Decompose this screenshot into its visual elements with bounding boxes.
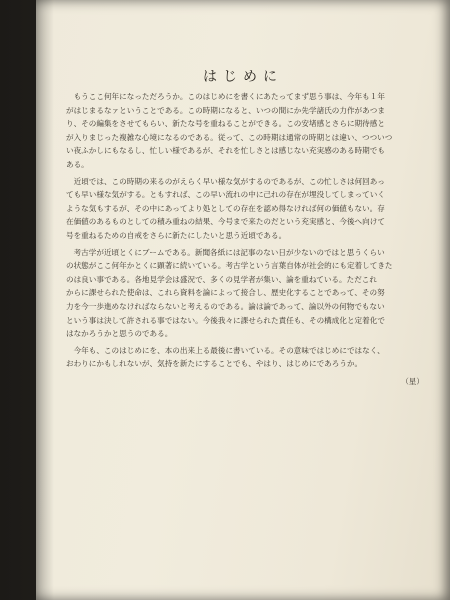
text-line: もうここ何年になっただろうか。このはじめにを書くにあたってまず思う事は、今年も１年 — [73, 92, 385, 101]
text-line: 考古学が近頃とくにブームである。新聞各紙には記事のない日が少ないのではと思うくらい — [73, 247, 385, 257]
text-line: 在価値のあるものとしての積み重ねの結果、今号まで来たのだという充実感と、今後へ向けて — [66, 217, 385, 227]
text-line: おわりにかもしれないが、気持を新たにすることでも、やはり、はじめにであろうか。 — [66, 359, 363, 369]
text-line: のは良い事である。各地見学会は盛況で、多くの見学者が集い、論を重ねている。ただこれ — [66, 274, 377, 284]
text-line: 号を重ねるための自戒をさらに新たにしたいと思う近頃である。 — [66, 230, 287, 240]
text-line: ような気もするが、その中にあってより処としての存在を認め得なければ何の価値もない。存 — [66, 203, 385, 213]
text-line: からに課せられた使命は、これら資料を論によって接合し、歴史化することであって、その努 — [66, 288, 385, 298]
body-text — [66, 90, 438, 388]
text-line: ても早い様な気がする。ともすれば、この早い流れの中に己れの存在が埋没してしまっていく — [66, 190, 385, 200]
paragraph-4 — [66, 344, 438, 371]
text-line: の状態がここ何年かとくに顕著に続いている。考古学という言葉自体が社会的にも定着してきた — [66, 261, 393, 271]
text-line: という事は決して許される事ではない。今後我々に課せられた責任も、その構成化と定着化で — [66, 315, 385, 325]
text-line: はなかろうかと思うのである。 — [66, 329, 173, 339]
paragraph-2 — [66, 175, 438, 243]
page-gutter-shadow — [36, 0, 54, 600]
text-line: がはじまるなァということである。この時期になると、いつの間にか先学諸氏の力作があつま — [66, 105, 385, 115]
text-line: 近頃では、この時期の来るのがえらく早い様な気がするのであるが、この忙しさは何回あっ — [73, 176, 385, 186]
text-line: ある。 — [66, 159, 89, 169]
page-title: はじめに — [203, 69, 283, 85]
paragraph-3 — [66, 246, 438, 341]
book-page — [36, 0, 450, 600]
author-signature: （星） — [401, 376, 424, 386]
text-line: 力を今一歩進めなければならないと考えるのである。論は論であって、論以外の何物でもない — [66, 301, 385, 311]
text-line: い夜ふかしにもなるし、忙しい様であるが、それを忙しさとは感じない充実感のある時期でも — [66, 146, 385, 156]
text-line: が入りまじった複雑な心境になるのである。従って、この時期は通常の時期とは違い、つついつ — [66, 132, 393, 142]
paragraph-1 — [66, 90, 438, 172]
text-line: り、その編集をさせてもらい、新たな号を重ねることができる。この安堵感とさらに期待感と — [66, 119, 385, 129]
text-line: 今年も、このはじめにを、本の出来上る最後に書いている。その意味ではじめにではなく、 — [73, 345, 385, 355]
